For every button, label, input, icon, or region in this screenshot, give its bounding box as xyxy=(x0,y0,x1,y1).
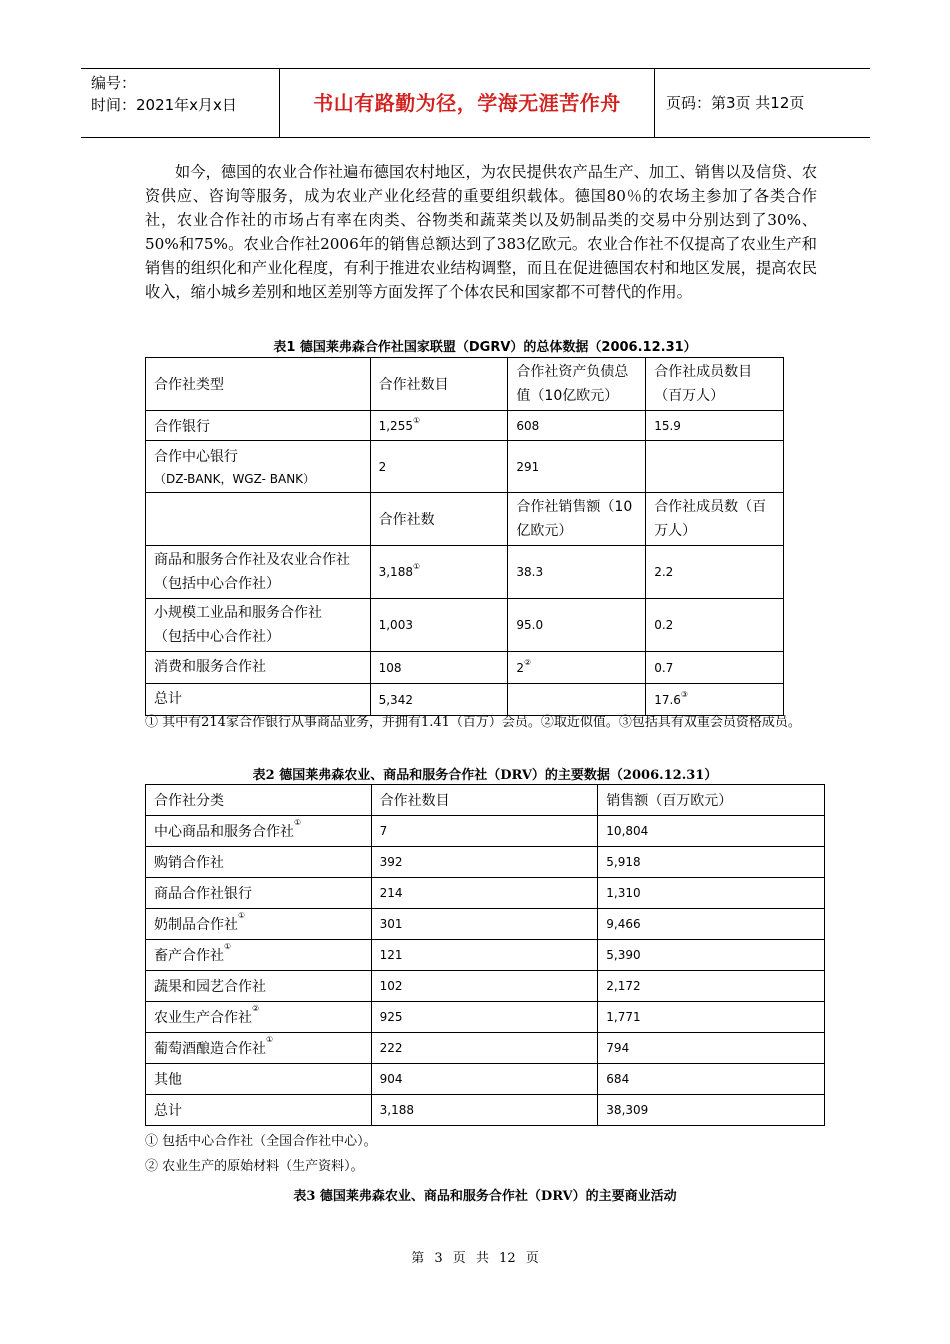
table-row xyxy=(146,441,784,493)
table1-subheader-cell: 合作社数 xyxy=(370,493,508,546)
row-value: 95.0 xyxy=(508,599,646,652)
table2-header-row xyxy=(146,785,825,816)
table-row xyxy=(146,1002,825,1033)
table1 xyxy=(145,357,784,716)
table2-header-cell: 销售额（百万欧元） xyxy=(598,785,825,816)
row-type: 其他 xyxy=(146,1064,372,1095)
table1-subheader-cell: 合作社成员数（百万人） xyxy=(646,493,784,546)
row-value: 291 xyxy=(508,441,646,493)
row-members: 17.6③ xyxy=(646,684,784,716)
footnote-marker: ② xyxy=(524,657,532,667)
row-type: 小规模工业品和服务合作社 （包括中心合作社） xyxy=(146,599,371,652)
row-count: 108 xyxy=(370,652,508,684)
page-header xyxy=(81,68,870,138)
row-type: 畜产合作社① xyxy=(146,940,372,971)
row-count: 301 xyxy=(371,909,598,940)
table3-caption: 表3 德国莱弗森农业、商品和服务合作社（DRV）的主要商业活动 xyxy=(293,1189,677,1204)
table2 xyxy=(145,784,825,1126)
row-count: 1,003 xyxy=(370,599,508,652)
row-count: 3,188 xyxy=(371,1095,598,1126)
row-type: 蔬果和园艺合作社 xyxy=(146,971,372,1002)
table1-header-cell: 合作社类型 xyxy=(146,358,371,411)
row-count: 1,255① xyxy=(370,411,508,441)
footnote-marker: ① xyxy=(412,415,421,425)
intro-paragraph: 如今，德国的农业合作社遍布德国农村地区，为农民提供农产品生产、加工、销售以及信贷、农资供应、咨询等服务，成为农业产业化经营的重要组织载体。德国80％的农场主参加了各类合作社，农业合作社的市场占有率在肉类、谷物类和蔬菜类以及奶制品类的交易中分别达到了30%、50%和75%。农业合作社2006年的销售总额达到了383亿欧元。农业合作社不仅提高了农业生产和销售的组织化和产业化程度，有利于推进农业结构调整，而且在促进德国农村和地区发展，提高农民收入，缩小城乡差别和地区差别等方面发挥了个体农民和国家都不可替代的作用。 xyxy=(145,163,817,301)
table-row xyxy=(146,909,825,940)
footnote-marker: ② xyxy=(252,1004,260,1013)
row-type: 总计 xyxy=(146,1095,372,1126)
table-row xyxy=(146,1064,825,1095)
row-type: 合作银行 xyxy=(146,411,371,441)
table2-caption: 表2 德国莱弗森农业、商品和服务合作社（DRV）的主要数据（2006.12.31） xyxy=(252,768,718,783)
table2-header-cell: 合作社数目 xyxy=(371,785,598,816)
row-sales: 684 xyxy=(598,1064,825,1095)
table-row xyxy=(146,971,825,1002)
footnote-marker: ③ xyxy=(680,689,689,699)
table1-note: ① 其中有214家合作银行从事商品业务，并拥有1.41（百万）会员。②取近似值。③包括具有双重会员资格成员。 xyxy=(145,715,801,730)
table1-caption: 表1 德国莱弗森合作社国家联盟（DGRV）的总体数据（2006.12.31） xyxy=(273,340,697,355)
table-row xyxy=(146,599,784,652)
table1-subheader-cell: 合作社销售额（10亿欧元） xyxy=(508,493,646,546)
header-page-label: 页码：第3页 共12页 xyxy=(666,94,805,112)
row-sales: 5,918 xyxy=(598,847,825,878)
row-count: 102 xyxy=(371,971,598,1002)
row-members: 15.9 xyxy=(646,411,784,441)
table-row xyxy=(146,652,784,684)
row-members: 0.2 xyxy=(646,599,784,652)
table1-subheader-cell xyxy=(146,493,371,546)
row-type: 消费和服务合作社 xyxy=(146,652,371,684)
row-sales: 1,310 xyxy=(598,878,825,909)
row-sales: 794 xyxy=(598,1033,825,1064)
row-count: 392 xyxy=(371,847,598,878)
header-motto: 书山有路勤为径，学海无涯苦作舟 xyxy=(279,69,655,137)
table-row xyxy=(146,1095,825,1126)
table-row xyxy=(146,546,784,599)
row-type: 合作中心银行 （DZ-BANK，WGZ- BANK） xyxy=(146,441,371,493)
row-type: 购销合作社 xyxy=(146,847,372,878)
table1-header-cell: 合作社资产负债总值（10亿欧元） xyxy=(508,358,646,411)
table1-header-row xyxy=(146,358,784,411)
row-members: 0.7 xyxy=(646,652,784,684)
row-count: 3,188① xyxy=(370,546,508,599)
row-count: 904 xyxy=(371,1064,598,1095)
table2-header-cell: 合作社分类 xyxy=(146,785,372,816)
row-sales: 10,804 xyxy=(598,816,825,847)
table-row xyxy=(146,847,825,878)
table-row xyxy=(146,1033,825,1064)
table-row xyxy=(146,878,825,909)
row-count: 2 xyxy=(370,441,508,493)
footnote-marker: ① xyxy=(238,911,246,920)
table1-header-cell: 合作社数目 xyxy=(370,358,508,411)
row-value: 2② xyxy=(508,652,646,684)
row-type: 中心商品和服务合作社① xyxy=(146,816,372,847)
row-type: 农业生产合作社② xyxy=(146,1002,372,1033)
table-row xyxy=(146,940,825,971)
row-type: 奶制品合作社① xyxy=(146,909,372,940)
row-count: 5,342 xyxy=(370,684,508,716)
row-count: 7 xyxy=(371,816,598,847)
page-footer: 第 3 页 共 12 页 xyxy=(411,1251,539,1266)
row-value: 608 xyxy=(508,411,646,441)
time-label: 时间：2021年x月x日 xyxy=(91,96,237,114)
table1-subheader-row xyxy=(146,493,784,546)
row-type: 葡萄酒酿造合作社① xyxy=(146,1033,372,1064)
row-count: 925 xyxy=(371,1002,598,1033)
footnote-marker: ① xyxy=(412,562,421,571)
row-sales: 9,466 xyxy=(598,909,825,940)
row-count: 121 xyxy=(371,940,598,971)
row-sales: 5,390 xyxy=(598,940,825,971)
table-row xyxy=(146,411,784,441)
row-type: 商品和服务合作社及农业合作社 （包括中心合作社） xyxy=(146,546,371,599)
table1-header-cell: 合作社成员数目（百万人） xyxy=(646,358,784,411)
header-meta xyxy=(81,69,279,137)
row-sales: 1,771 xyxy=(598,1002,825,1033)
footnote-marker: ① xyxy=(224,942,232,951)
row-type: 总计 xyxy=(146,684,371,716)
row-members xyxy=(646,441,784,493)
row-sales: 38,309 xyxy=(598,1095,825,1126)
table-row xyxy=(146,816,825,847)
row-members: 2.2 xyxy=(646,546,784,599)
footnote-marker: ① xyxy=(266,1035,274,1044)
row-sales: 2,172 xyxy=(598,971,825,1002)
row-type: 商品合作社银行 xyxy=(146,878,372,909)
table2-note-1: ① 包括中心合作社（全国合作社中心）。 xyxy=(145,1134,377,1149)
table2-note-2: ② 农业生产的原始材料（生产资料）。 xyxy=(145,1159,364,1174)
row-value: 38.3 xyxy=(508,546,646,599)
row-count: 214 xyxy=(371,878,598,909)
row-count: 222 xyxy=(371,1033,598,1064)
number-label: 编号： xyxy=(91,74,137,92)
footnote-marker: ① xyxy=(294,818,302,827)
